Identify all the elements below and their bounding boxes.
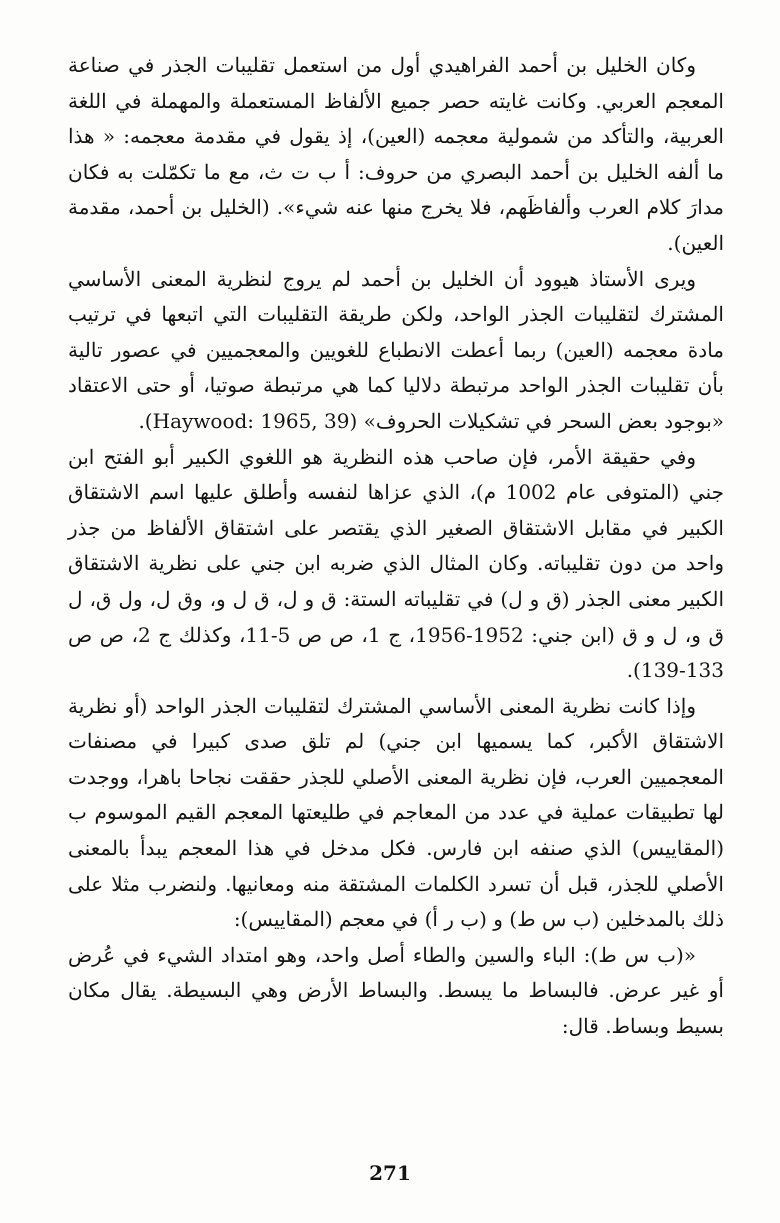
page-number: 271	[369, 1161, 411, 1185]
paragraph-maqayis: وإذا كانت نظرية المعنى الأساسي المشترك لتقليبات الجذر الواحد (أو نظرية الاشتقاق الأكبر، كما يسميها ابن جني) لم تلق صدى كبيرا في مصنفات المعجميين العرب، فإن نظرية المعنى الأصلي للجذر حققت نجاحا باهرا، ووجدت لها تطبيقات عملية في عدد من المعاجم في طليعتها المعجم القيم الموسوم ب (المقاييس) الذي صنفه ابن فارس. فكل مدخل في هذا المعجم يبدأ بالمعنى الأصلي للجذر، قبل أن تسرد الكلمات المشتقة منه ومعانيها. ولنضرب مثلا على ذلك بالمدخلين (ب س ط) و (ب ر أ) في معجم (المقاييس):	[68, 693, 724, 932]
paragraph-ibn-jinni: وفي حقيقة الأمر، فإن صاحب هذه النظرية هو اللغوي الكبير أبو الفتح ابن جني (المتوفى عام 1002 م)، الذي عزاها لنفسه وأطلق عليها اسم الاشتقاق الكبير في مقابل الاشتقاق الصغير الذي يقتصر على اشتقاق الألفاظ من جذر واحد من دون تقليباته. وكان المثال الذي ضربه ابن جني على نظرية الاشتقاق الكبير معنى الجذر (ق و ل) في تقليباته الستة: ق و ل، ق ل و، وق ل، ول ق، ل ق و، ل و ق (ابن جني: 1952-1956، ج 1، ص ص 5-11، وكذلك ج 2، ص ص 133-139).	[68, 444, 725, 683]
paragraph-haywood: ويرى الأستاذ هيوود أن الخليل بن أحمد لم يروج لنظرية المعنى الأساسي المشترك لتقليبات الجذر الواحد، ولكن طريقة التقليبات التي اتبعها في ترتيب مادة معجمه (العين) ربما أعطت الانطباع للغويين والمعجميين في عصور تالية بأن تقليبات الجذر الواحد مرتبطة دلاليا كما هي مرتبطة صوتيا، أو حتى الاعتقاد «بوجود بعض السحر في تشكيلات الحروف» (Haywood: 1965, 39).	[68, 266, 724, 433]
paragraph-quotation-bst: «(ب س ط): الباء والسين والطاء أصل واحد، وهو امتداد الشيء في عُرض أو غير عرض. فالبساط ما يبسط. والبساط الأرض وهي البسيطة. يقال مكان بسيط وبساط. قال:	[68, 942, 724, 1039]
body-text	[68, 48, 724, 1045]
paragraph-khalil-tqlibat: وكان الخليل بن أحمد الفراهيدي أول من استعمل تقليبات الجذر في صناعة المعجم العربي. وكانت غايته حصر جميع الألفاظ المستعملة والمهملة في اللغة العربية، والتأكد من شمولية معجمه (العين)، إذ يقول في مقدمة معجمه: « هذا ما ألفه الخليل بن أحمد البصري من حروف: أ ب ت ث، مع ما تكمّلت به فكان مدارَ كلام العرب وألفاظَهم، فلا يخرج منها عنه شيء». (الخليل بن أحمد، مقدمة العين).	[68, 53, 724, 255]
